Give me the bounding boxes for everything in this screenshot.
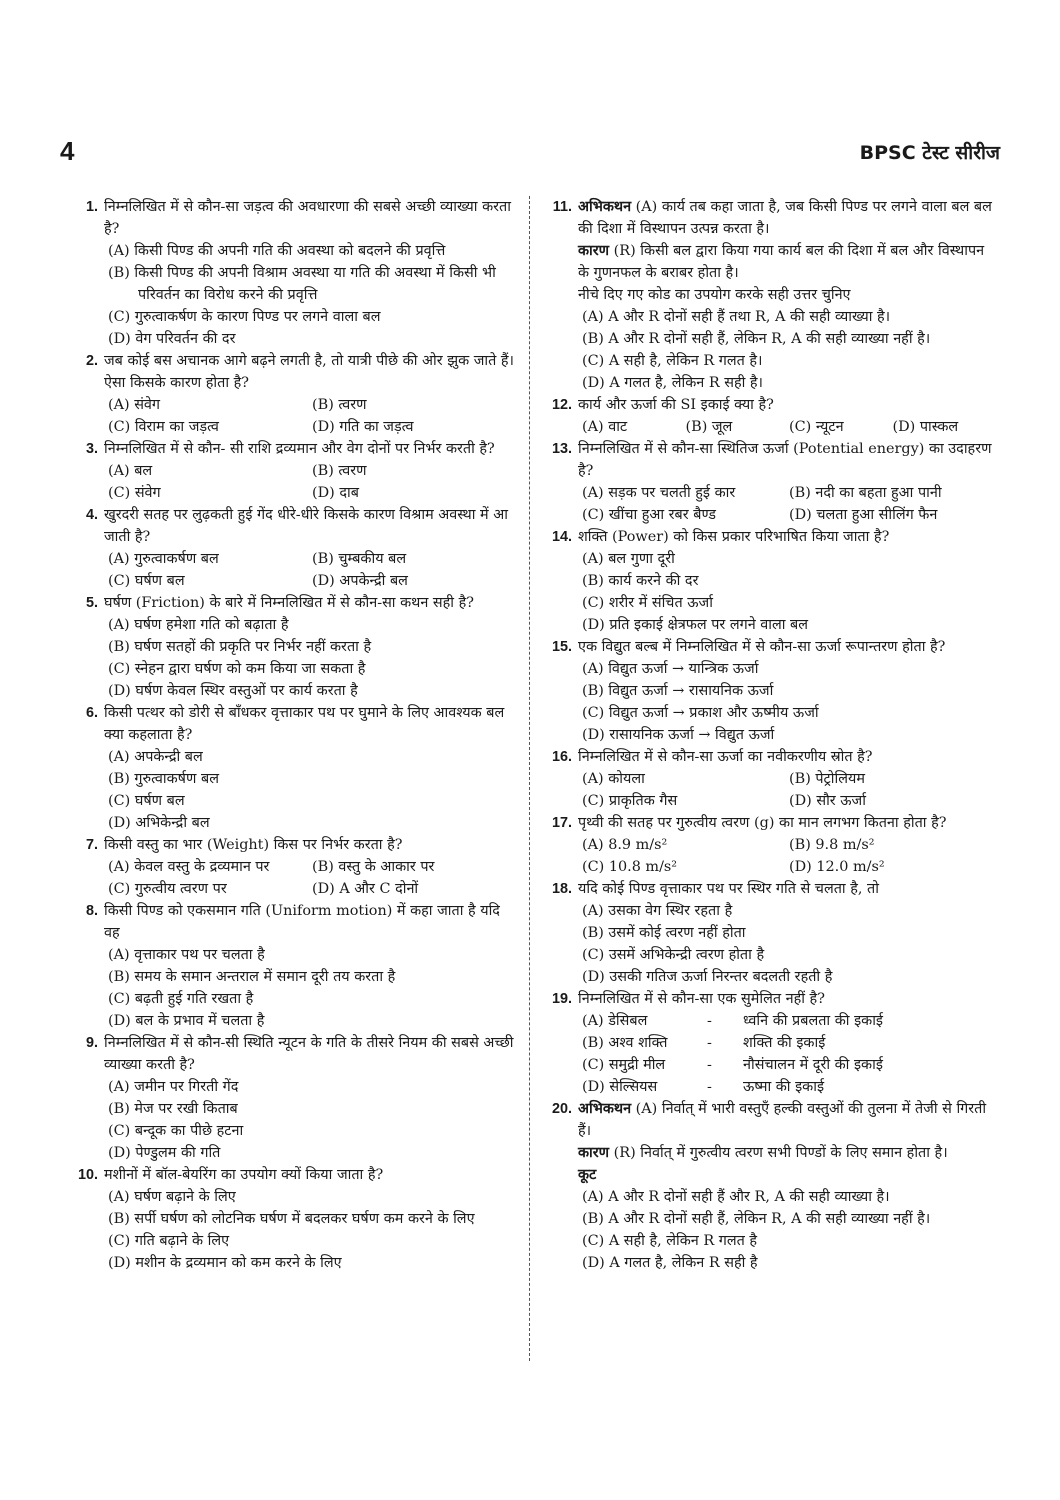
option-a: (A) बल गुणा दूरी [582, 551, 675, 567]
question-2 [76, 350, 516, 438]
option-c: (C) शरीर में संचित ऊर्जा [582, 595, 713, 611]
pair-dash: - [707, 1013, 712, 1029]
match-pairs [578, 1010, 996, 1098]
option-b: (B) घर्षण सतहों की प्रकृति पर निर्भर नहीं करता है [108, 639, 372, 655]
question-7 [76, 834, 516, 900]
pair-dash: - [707, 1057, 712, 1073]
option-d: (D) पेण्डुलम की गति [108, 1145, 221, 1161]
option-d: (D) दाब [312, 485, 359, 501]
reason [578, 240, 996, 284]
option-a: (A) जमीन पर गिरती गेंद [108, 1079, 239, 1095]
question-number: 18. [551, 881, 572, 897]
question-number: 17. [551, 815, 572, 831]
pair-desc: ऊष्मा की इकाई [743, 1079, 825, 1095]
option-c: (C) गति बढ़ाने के लिए [108, 1233, 230, 1249]
question-5 [76, 592, 516, 702]
option-a: (A) घर्षण बढ़ाने के लिए [108, 1189, 236, 1205]
question-text: निम्नलिखित में से कौन-सा एक सुमेलित नहीं है? [578, 991, 825, 1007]
option-d: (D) बल के प्रभाव में चलता है [108, 1013, 265, 1029]
question-text: जब कोई बस अचानक आगे बढ़ने लगती है, तो यात्री पीछे की ओर झुक जाते हैं। ऐसा किसके कारण होता है? [104, 353, 515, 391]
option-b: (B) समय के समान अन्तराल में समान दूरी तय करता है [108, 969, 396, 985]
option-a: (A) अपकेन्द्री बल [108, 749, 203, 765]
option-d: (D) सौर ऊर्जा [789, 793, 866, 809]
option-b: (B) वस्तु के आकार पर [312, 859, 435, 875]
question-12 [544, 394, 996, 438]
question-1 [76, 196, 516, 350]
option-a: (A) किसी पिण्ड की अपनी गति की अवस्था को बदलने की प्रवृत्ति [108, 243, 446, 259]
question-number: 14. [551, 529, 572, 545]
option-a: (A) A और R दोनों सही हैं और R, A की सही व्याख्या है। [582, 1189, 890, 1205]
question-19 [544, 988, 996, 1098]
question-number: 5. [85, 595, 98, 611]
option-b: (B) 9.8 m/s² [789, 837, 875, 853]
question-text: घर्षण (Friction) के बारे में निम्नलिखित में से कौन-सा कथन सही है? [104, 595, 474, 611]
option-c: (C) स्नेहन द्वारा घर्षण को कम किया जा सकता है [108, 661, 366, 677]
question-text: किसी पिण्ड को एकसमान गति (Uniform motion) में कहा जाता है यदि वह [104, 903, 500, 941]
question-number: 20. [551, 1101, 572, 1117]
option-a: (A) केवल वस्तु के द्रव्यमान पर [108, 859, 270, 875]
option-a: (A) वृत्ताकार पथ पर चलता है [108, 947, 265, 963]
pair-item: (A) डेसिबल [582, 1013, 648, 1029]
option-b: (B) किसी पिण्ड की अपनी विश्राम अवस्था या गति की अवस्था में किसी भी परिवर्तन का विरोध करने की प्रवृत्ति [108, 265, 496, 303]
question-number: 4. [85, 507, 98, 523]
question-number: 2. [85, 353, 98, 369]
option-d: (D) पास्कल [892, 419, 959, 435]
option-a: (A) सड़क पर चलती हुई कार [582, 485, 736, 501]
option-d: (D) प्रति इकाई क्षेत्रफल पर लगने वाला बल [582, 617, 809, 633]
option-b: (B) विद्युत ऊर्जा → रासायनिक ऊर्जा [582, 683, 774, 699]
pair-item: (D) सेल्सियस [582, 1079, 658, 1095]
question-10 [76, 1164, 516, 1274]
reason-label: कारण [578, 1144, 610, 1161]
option-b: (B) सर्पी घर्षण को लोटनिक घर्षण में बदलकर घर्षण कम करने के लिए [108, 1211, 475, 1227]
question-text: एक विद्युत बल्ब में निम्नलिखित में से कौन-सा ऊर्जा रूपान्तरण होता है? [578, 639, 946, 655]
option-c: (C) विराम का जड़त्व [108, 419, 219, 435]
option-d: (D) मशीन के द्रव्यमान को कम करने के लिए [108, 1255, 342, 1271]
question-number: 10. [77, 1167, 98, 1183]
pair-desc: नौसंचालन में दूरी की इकाई [743, 1057, 883, 1073]
option-b: (B) पेट्रोलियम [789, 771, 865, 787]
assertion-label: अभिकथन [578, 1100, 632, 1117]
question-number: 12. [551, 397, 572, 413]
pair-desc: ध्वनि की प्रबलता की इकाई [743, 1013, 883, 1029]
question-number: 7. [85, 837, 98, 853]
option-c: (C) उसमें अभिकेन्द्री त्वरण होता है [582, 947, 765, 963]
option-a: (A) विद्युत ऊर्जा → यान्त्रिक ऊर्जा [582, 661, 759, 677]
option-b: (B) चुम्बकीय बल [312, 551, 407, 567]
option-a: (A) वाट [582, 419, 628, 435]
question-number: 13. [551, 441, 572, 457]
page-number: 4 [60, 136, 75, 166]
reason [578, 1142, 996, 1164]
assertion-label: अभिकथन [578, 198, 632, 215]
option-c: (C) बढ़ती हुई गति रखता है [108, 991, 254, 1007]
pair-dash: - [707, 1035, 712, 1051]
assertion-text: (A) कार्य तब कहा जाता है, जब किसी पिण्ड पर लगने वाला बल बल की दिशा में विस्थापन उत्पन्न करता है। [578, 199, 992, 237]
option-c: (C) खींचा हुआ रबर बैण्ड [582, 507, 716, 523]
pair-desc: शक्ति की इकाई [743, 1035, 826, 1051]
option-c: (C) विद्युत ऊर्जा → प्रकाश और ऊष्मीय ऊर्जा [582, 705, 819, 721]
question-number: 8. [85, 903, 98, 919]
question-text: निम्नलिखित में से कौन- सी राशि द्रव्यमान और वेग दोनों पर निर्भर करती है? [104, 441, 495, 457]
option-c: (C) घर्षण बल [108, 793, 185, 809]
question-13 [544, 438, 996, 526]
option-a: (A) बल [108, 463, 153, 479]
question-8 [76, 900, 516, 1032]
question-18 [544, 878, 996, 988]
option-d: (D) A गलत है, लेकिन R सही है [582, 1255, 758, 1271]
question-text: निम्नलिखित में से कौन-सा ऊर्जा का नवीकरणीय स्रोत है? [578, 749, 873, 765]
question-6 [76, 702, 516, 834]
option-b: (B) A और R दोनों सही हैं, लेकिन R, A की सही व्याख्या नहीं है। [582, 1211, 931, 1227]
option-d: (D) A और C दोनों [312, 881, 419, 897]
option-a: (A) गुरुत्वाकर्षण बल [108, 551, 219, 567]
question-17 [544, 812, 996, 878]
question-text: किसी वस्तु का भार (Weight) किस पर निर्भर करता है? [104, 837, 403, 853]
reason-text: (R) किसी बल द्वारा किया गया कार्य बल की दिशा में बल और विस्थापन के गुणनफल के बराबर होता है। [578, 243, 985, 281]
question-text: निम्नलिखित में से कौन-सी स्थिति न्यूटन के गति के तीसरे नियम की सबसे अच्छी व्याख्या करती है? [104, 1035, 514, 1073]
option-b: (B) उसमें कोई त्वरण नहीं होता [582, 925, 746, 941]
reason-text: (R) निर्वात् में गुरुत्वीय त्वरण सभी पिण्डों के लिए समान होता है। [609, 1145, 948, 1161]
page-header [60, 136, 1000, 174]
option-c: (C) A सही है, लेकिन R गलत है। [582, 353, 763, 369]
left-column [76, 196, 516, 1274]
option-c: (C) गुरुत्वीय त्वरण पर [108, 881, 227, 897]
option-d: (D) 12.0 m/s² [789, 859, 885, 875]
option-a: (A) घर्षण हमेशा गति को बढ़ाता है [108, 617, 289, 633]
question-text: किसी पत्थर को डोरी से बाँधकर वृत्ताकार पथ पर घुमाने के लिए आवश्यक बल क्या कहलाता है? [104, 705, 505, 743]
code-label: कूट [578, 1166, 597, 1183]
option-b: (B) मेज पर रखी किताब [108, 1101, 238, 1117]
question-4 [76, 504, 516, 592]
question-number: 15. [551, 639, 572, 655]
question-number: 6. [85, 705, 98, 721]
question-text: शक्ति (Power) को किस प्रकार परिभाषित किया जाता है? [578, 529, 890, 545]
option-b: (B) त्वरण [312, 463, 367, 479]
assertion [578, 1098, 996, 1142]
option-c: (C) न्यूटन [789, 419, 844, 435]
option-c: (C) गुरुत्वाकर्षण के कारण पिण्ड पर लगने वाला बल [108, 309, 381, 325]
instruction-text: नीचे दिए गए कोड का उपयोग करके सही उत्तर चुनिए [578, 287, 851, 303]
option-d: (D) अपकेन्द्री बल [312, 573, 408, 589]
question-text: निम्नलिखित में से कौन-सा जड़त्व की अवधारणा की सबसे अच्छी व्याख्या करता है? [104, 199, 511, 237]
option-b: (B) A और R दोनों सही हैं, लेकिन R, A की सही व्याख्या नहीं है। [582, 331, 931, 347]
option-d: (D) गति का जड़त्व [312, 419, 414, 435]
option-c: (C) 10.8 m/s² [582, 859, 678, 875]
question-14 [544, 526, 996, 636]
question-number: 3. [85, 441, 98, 457]
option-d: (D) अभिकेन्द्री बल [108, 815, 210, 831]
assertion-text: (A) निर्वात् में भारी वस्तुएँ हल्की वस्तुओं की तुलना में तेजी से गिरती हैं। [578, 1101, 987, 1139]
question-text: मशीनों में बॉल-बेयरिंग का उपयोग क्यों किया जाता है? [104, 1167, 384, 1183]
question-number: 19. [551, 991, 572, 1007]
question-3 [76, 438, 516, 504]
option-c: (C) संवेग [108, 485, 161, 501]
question-9 [76, 1032, 516, 1164]
column-divider [529, 196, 530, 1361]
question-number: 1. [85, 199, 98, 215]
option-a: (A) उसका वेग स्थिर रहता है [582, 903, 733, 919]
right-column [544, 196, 996, 1274]
option-c: (C) A सही है, लेकिन R गलत है [582, 1233, 758, 1249]
question-number: 11. [552, 199, 572, 215]
assertion [578, 196, 996, 240]
question-text: खुरदरी सतह पर लुढ़कती हुई गेंद धीरे-धीरे किसके कारण विश्राम अवस्था में आ जाती है? [104, 507, 508, 545]
series-title: BPSC टेस्ट सीरीज [859, 142, 1000, 164]
option-c: (C) प्राकृतिक गैस [582, 793, 678, 809]
question-20 [544, 1098, 996, 1274]
option-d: (D) A गलत है, लेकिन R सही है। [582, 375, 764, 391]
option-d: (D) रासायनिक ऊर्जा → विद्युत ऊर्जा [582, 727, 775, 743]
pair-dash: - [707, 1079, 712, 1095]
question-text: यदि कोई पिण्ड वृत्ताकार पथ पर स्थिर गति से चलता है, तो [578, 881, 879, 897]
option-b: (B) कार्य करने की दर [582, 573, 699, 589]
option-b: (B) नदी का बहता हुआ पानी [789, 485, 942, 501]
question-text: पृथ्वी की सतह पर गुरुत्वीय त्वरण (g) का मान लगभग कितना होता है? [578, 815, 947, 831]
question-16 [544, 746, 996, 812]
question-text: कार्य और ऊर्जा की SI इकाई क्या है? [578, 397, 774, 413]
option-d: (D) घर्षण केवल स्थिर वस्तुओं पर कार्य करता है [108, 683, 358, 699]
option-b: (B) गुरुत्वाकर्षण बल [108, 771, 219, 787]
question-number: 16. [551, 749, 572, 765]
question-number: 9. [85, 1035, 98, 1051]
question-11 [544, 196, 996, 394]
option-d: (D) उसकी गतिज ऊर्जा निरन्तर बदलती रहती है [582, 969, 833, 985]
option-a: (A) 8.9 m/s² [582, 837, 668, 853]
option-a: (A) कोयला [582, 771, 645, 787]
option-b: (B) त्वरण [312, 397, 367, 413]
pair-item: (B) अश्व शक्ति [582, 1035, 668, 1051]
option-c: (C) घर्षण बल [108, 573, 185, 589]
option-a: (A) संवेग [108, 397, 161, 413]
option-a: (A) A और R दोनों सही हैं तथा R, A की सही व्याख्या है। [582, 309, 891, 325]
option-b: (B) जूल [685, 419, 733, 435]
question-15 [544, 636, 996, 746]
option-d: (D) वेग परिवर्तन की दर [108, 331, 236, 347]
reason-label: कारण [578, 242, 610, 259]
question-text: निम्नलिखित में से कौन-सा स्थितिज ऊर्जा (Potential energy) का उदाहरण है? [578, 441, 992, 479]
option-d: (D) चलता हुआ सीलिंग फैन [789, 507, 938, 523]
pair-item: (C) समुद्री मील [582, 1057, 666, 1073]
option-c: (C) बन्दूक का पीछे हटना [108, 1123, 244, 1139]
